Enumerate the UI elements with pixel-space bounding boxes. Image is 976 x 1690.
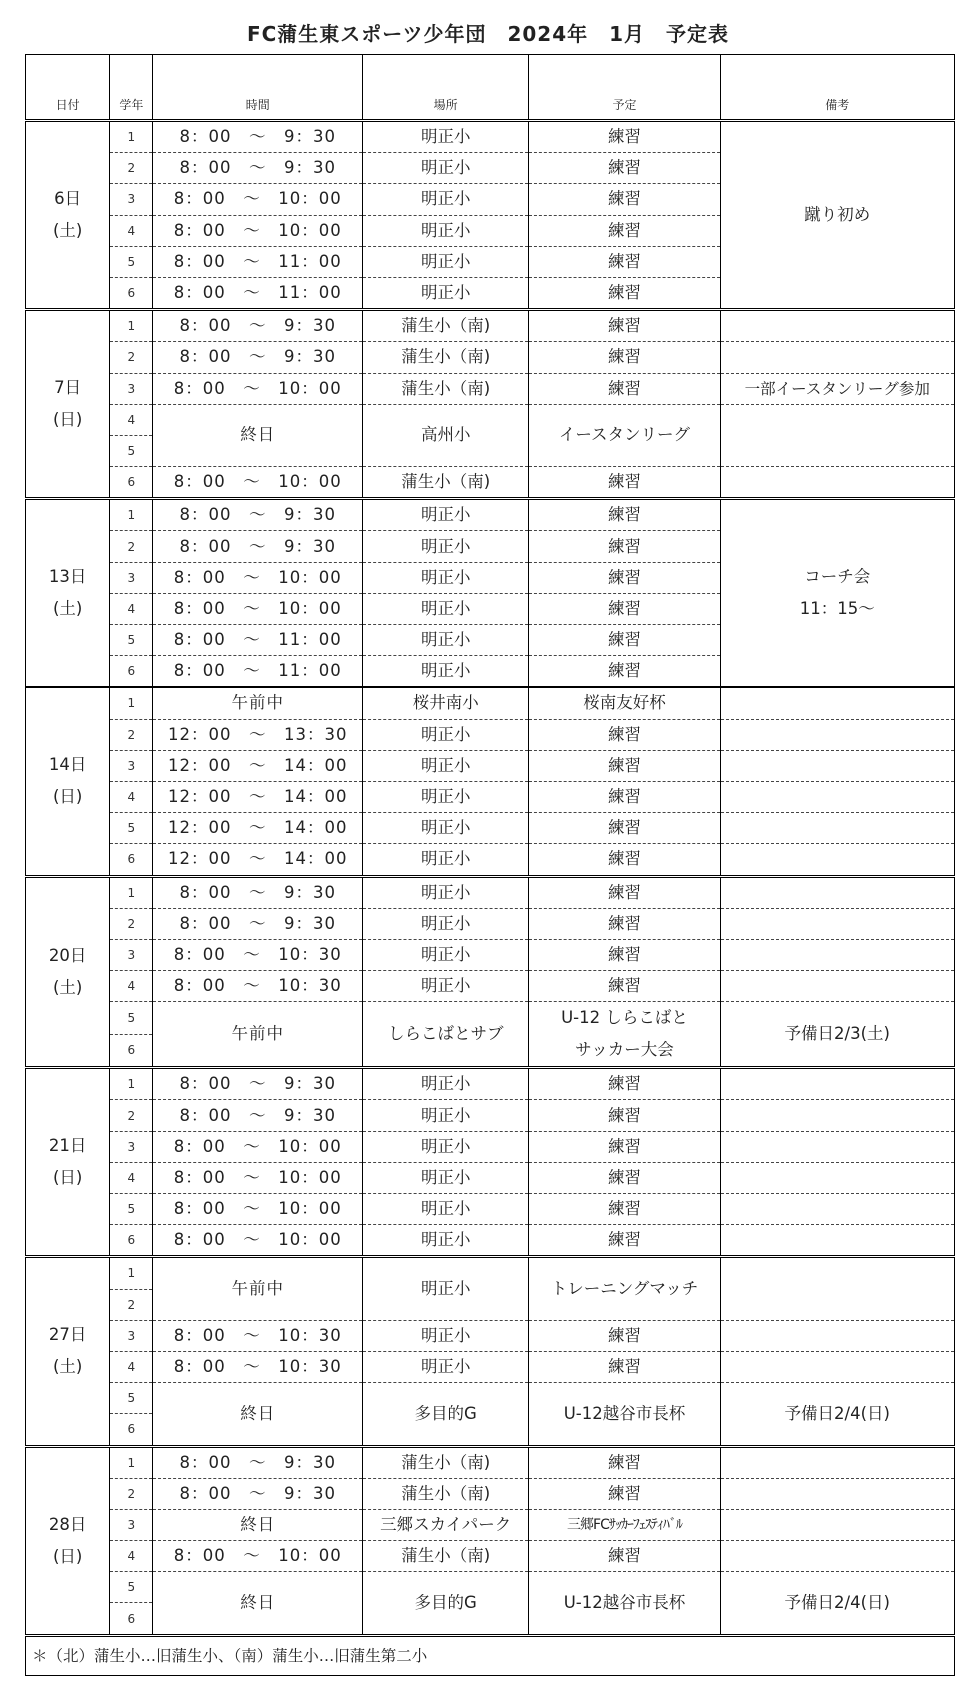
table-row [26, 1068, 955, 1100]
schedule-cell: 練習 [529, 342, 720, 373]
place-cell: 明正小 [363, 625, 529, 656]
weekday-label: (土) [52, 977, 83, 997]
time-cell: 8：00 ～ 11：00 [153, 277, 363, 309]
grade-cell: 6 [110, 277, 153, 309]
time-cell: 8：00 ～ 9：30 [153, 1100, 363, 1131]
grade-cell: 1 [110, 1446, 153, 1478]
grade-cell: 3 [110, 562, 153, 593]
grade-cell: 4 [110, 971, 153, 1002]
time-cell: 8：00 ～ 9：30 [153, 342, 363, 373]
table-row [26, 971, 955, 1002]
place-cell: 蒲生小（南) [363, 1446, 529, 1478]
table-row [26, 1351, 955, 1382]
schedule-cell: 練習 [529, 310, 720, 342]
note-cell: 予備日2/4(日) [720, 1572, 954, 1635]
table-row [26, 1002, 955, 1034]
date-cell [26, 1068, 110, 1257]
table-row [26, 1509, 955, 1540]
note-cell [720, 813, 954, 844]
date-label: 27日 [48, 1325, 87, 1345]
note-cell [720, 467, 954, 499]
table-row [26, 342, 955, 373]
schedule-cell: 練習 [529, 1068, 720, 1100]
table-row [26, 939, 955, 970]
place-cell: 明正小 [363, 939, 529, 970]
header-date: 日付 [26, 55, 110, 121]
time-cell: 8：00 ～ 10：00 [153, 1131, 363, 1162]
schedule-cell: 練習 [529, 625, 720, 656]
table-row [26, 310, 955, 342]
table-row [26, 499, 955, 531]
schedule-cell: 練習 [529, 844, 720, 876]
note-cell [720, 1100, 954, 1131]
place-cell: 蒲生小（南) [363, 1541, 529, 1572]
date-cell [26, 1446, 110, 1635]
time-cell: 8：00 ～ 10：00 [153, 215, 363, 246]
time-cell: 終日 [153, 1572, 363, 1635]
grade-cell: 6 [110, 1034, 153, 1068]
schedule-cell: 練習 [529, 184, 720, 215]
grade-cell: 2 [110, 1100, 153, 1131]
time-cell: 8：00 ～ 10：30 [153, 1320, 363, 1351]
note-cell [720, 1509, 954, 1540]
time-cell: 8：00 ～ 11：00 [153, 656, 363, 688]
time-cell: 8：00 ～ 9：30 [153, 908, 363, 939]
date-label: 28日 [48, 1514, 87, 1534]
schedule-cell: 練習 [529, 1162, 720, 1193]
table-row [26, 1541, 955, 1572]
table-row [26, 1194, 955, 1225]
grade-cell: 6 [110, 1414, 153, 1446]
table-row [26, 908, 955, 939]
schedule-cell: U-12越谷市長杯 [529, 1383, 720, 1446]
note-cell [720, 1131, 954, 1162]
footer-row [26, 1635, 955, 1675]
time-cell: 8：00 ～ 10：30 [153, 939, 363, 970]
schedule-cell: 練習 [529, 876, 720, 908]
grade-cell: 4 [110, 215, 153, 246]
table-row [26, 1162, 955, 1193]
header-schedule: 予定 [529, 55, 720, 121]
schedule-table [25, 54, 955, 1676]
time-cell: 12：00 ～ 14：00 [153, 844, 363, 876]
schedule-cell: 練習 [529, 277, 720, 309]
grade-cell: 1 [110, 1068, 153, 1100]
grade-cell: 2 [110, 1478, 153, 1509]
weekday-label: (土) [52, 1357, 83, 1377]
table-row [26, 1131, 955, 1162]
page-title: FC蒲生東スポーツ少年団 2024年 1月 予定表 [246, 22, 730, 46]
date-label: 20日 [48, 945, 87, 965]
schedule-cell: 練習 [529, 153, 720, 184]
place-cell: 明正小 [363, 1351, 529, 1382]
table-row [26, 1446, 955, 1478]
place-cell: 蒲生小（南) [363, 1478, 529, 1509]
note-cell [720, 971, 954, 1002]
time-cell: 8：00 ～ 9：30 [153, 1478, 363, 1509]
note-cell [720, 404, 954, 466]
grade-cell: 3 [110, 750, 153, 781]
date-cell [26, 121, 110, 310]
time-cell: 8：00 ～ 10：00 [153, 1162, 363, 1193]
place-cell: 蒲生小（南) [363, 467, 529, 499]
place-cell: 明正小 [363, 1320, 529, 1351]
time-cell: 8：00 ～ 10：00 [153, 467, 363, 499]
grade-cell: 1 [110, 687, 153, 719]
place-cell: 明正小 [363, 1225, 529, 1257]
time-cell: 8：00 ～ 10：30 [153, 1351, 363, 1382]
grade-cell: 6 [110, 656, 153, 688]
note-line: 11：15～ [799, 599, 875, 619]
schedule-cell: 練習 [529, 246, 720, 277]
time-cell: 8：00 ～ 9：30 [153, 1068, 363, 1100]
schedule-cell: 練習 [529, 1541, 720, 1572]
grade-cell: 6 [110, 844, 153, 876]
time-cell: 終日 [153, 1509, 363, 1540]
note-cell [720, 908, 954, 939]
date-cell [26, 310, 110, 499]
place-cell: 明正小 [363, 971, 529, 1002]
table-row [26, 121, 955, 153]
note-cell [720, 1478, 954, 1509]
table-row [26, 1383, 955, 1414]
footer-note: ＊（北）蒲生小…旧蒲生小、（南）蒲生小…旧蒲生第二小 [26, 1635, 955, 1675]
grade-cell: 4 [110, 1541, 153, 1572]
grade-cell: 5 [110, 1002, 153, 1034]
time-cell: 8：00 ～ 10：00 [153, 593, 363, 624]
table-row [26, 1572, 955, 1603]
grade-cell: 5 [110, 246, 153, 277]
schedule-cell: 三郷FCｻｯｶｰﾌｪｽﾃｨﾊﾞﾙ [529, 1509, 720, 1540]
note-cell: 蹴り初め [720, 121, 954, 310]
time-cell: 8：00 ～ 10：00 [153, 562, 363, 593]
time-cell: 8：00 ～ 10：00 [153, 1194, 363, 1225]
note-cell [720, 1541, 954, 1572]
note-cell [720, 1194, 954, 1225]
grade-cell: 2 [110, 719, 153, 750]
place-cell: 多目的G [363, 1383, 529, 1446]
note-cell [720, 310, 954, 342]
schedule-line: U-12 しらこばと [561, 1008, 688, 1028]
grade-cell: 3 [110, 939, 153, 970]
grade-cell: 5 [110, 813, 153, 844]
place-cell: 明正小 [363, 121, 529, 153]
table-row [26, 687, 955, 719]
schedule-cell: 練習 [529, 467, 720, 499]
grade-cell: 4 [110, 1162, 153, 1193]
place-cell: 明正小 [363, 593, 529, 624]
header-grade: 学年 [110, 55, 153, 121]
weekday-label: (日) [52, 787, 83, 807]
date-label: 6日 [54, 189, 82, 209]
place-cell: 明正小 [363, 719, 529, 750]
time-cell: 8：00 ～ 10：00 [153, 1225, 363, 1257]
weekday-label: (日) [52, 1168, 83, 1188]
schedule-cell: 練習 [529, 531, 720, 562]
table-row [26, 876, 955, 908]
grade-cell: 5 [110, 1194, 153, 1225]
weekday-label: (土) [52, 599, 83, 619]
grade-cell: 6 [110, 1225, 153, 1257]
schedule-cell: 練習 [529, 1225, 720, 1257]
time-cell: 8：00 ～ 10：00 [153, 184, 363, 215]
schedule-cell: 練習 [529, 939, 720, 970]
time-cell: 午前中 [153, 1257, 363, 1320]
time-cell: 終日 [153, 404, 363, 466]
grade-cell: 1 [110, 1257, 153, 1289]
time-cell: 8：00 ～ 10：00 [153, 373, 363, 404]
grade-cell: 4 [110, 593, 153, 624]
grade-cell: 2 [110, 531, 153, 562]
place-cell: 明正小 [363, 1257, 529, 1320]
grade-cell: 6 [110, 467, 153, 499]
note-cell [720, 876, 954, 908]
table-row [26, 844, 955, 876]
table-row [26, 1478, 955, 1509]
place-cell: 明正小 [363, 750, 529, 781]
time-cell: 8：00 ～ 9：30 [153, 121, 363, 153]
table-row [26, 750, 955, 781]
note-cell [720, 1257, 954, 1320]
place-cell: 明正小 [363, 215, 529, 246]
place-cell: 明正小 [363, 656, 529, 688]
time-cell: 8：00 ～ 9：30 [153, 153, 363, 184]
place-cell: 蒲生小（南) [363, 310, 529, 342]
note-cell: 一部イースタンリーグ参加 [720, 373, 954, 404]
schedule-cell: 桜南友好杯 [529, 687, 720, 719]
time-cell: 8：00 ～ 10：30 [153, 971, 363, 1002]
table-row [26, 813, 955, 844]
grade-cell: 1 [110, 499, 153, 531]
grade-cell: 5 [110, 625, 153, 656]
note-cell [720, 1351, 954, 1382]
time-cell: 午前中 [153, 1002, 363, 1068]
table-row [26, 404, 955, 435]
date-label: 7日 [54, 378, 82, 398]
grade-cell: 3 [110, 1131, 153, 1162]
place-cell: 明正小 [363, 876, 529, 908]
time-cell: 8：00 ～ 9：30 [153, 531, 363, 562]
schedule-cell: 練習 [529, 1320, 720, 1351]
schedule-line: サッカー大会 [575, 1040, 674, 1060]
note-cell: 予備日2/3(土) [720, 1002, 954, 1068]
date-cell [26, 1257, 110, 1446]
time-cell: 8：00 ～ 11：00 [153, 246, 363, 277]
table-row [26, 1100, 955, 1131]
note-cell [720, 1068, 954, 1100]
date-label: 13日 [48, 567, 87, 587]
table-row [26, 373, 955, 404]
grade-cell: 3 [110, 1509, 153, 1540]
place-cell: 明正小 [363, 531, 529, 562]
time-cell: 8：00 ～ 9：30 [153, 876, 363, 908]
place-cell: 明正小 [363, 277, 529, 309]
time-cell: 終日 [153, 1383, 363, 1446]
weekday-label: (日) [52, 1546, 83, 1566]
time-cell: 12：00 ～ 14：00 [153, 781, 363, 812]
grade-cell: 2 [110, 1289, 153, 1320]
schedule-cell [529, 1002, 720, 1068]
date-cell [26, 687, 110, 876]
place-cell: 明正小 [363, 1100, 529, 1131]
date-label: 21日 [48, 1136, 87, 1156]
place-cell: 三郷スカイパーク [363, 1509, 529, 1540]
place-cell: 明正小 [363, 562, 529, 593]
note-cell [720, 719, 954, 750]
schedule-cell: 練習 [529, 656, 720, 688]
place-cell: 明正小 [363, 1131, 529, 1162]
grade-cell: 5 [110, 1572, 153, 1603]
header-place: 場所 [363, 55, 529, 121]
place-cell: 明正小 [363, 246, 529, 277]
schedule-cell: 練習 [529, 562, 720, 593]
schedule-cell: 練習 [529, 1100, 720, 1131]
schedule-cell: 練習 [529, 1351, 720, 1382]
place-cell: 明正小 [363, 1068, 529, 1100]
place-cell: 明正小 [363, 813, 529, 844]
schedule-cell: 練習 [529, 593, 720, 624]
grade-cell: 4 [110, 781, 153, 812]
note-cell [720, 1320, 954, 1351]
place-cell: 蒲生小（南) [363, 373, 529, 404]
note-cell [720, 1162, 954, 1193]
grade-cell: 5 [110, 435, 153, 466]
place-cell: 明正小 [363, 1162, 529, 1193]
place-cell: 明正小 [363, 184, 529, 215]
note-cell [720, 750, 954, 781]
time-cell: 12：00 ～ 14：00 [153, 750, 363, 781]
schedule-cell: 練習 [529, 121, 720, 153]
grade-cell: 6 [110, 1603, 153, 1635]
note-cell: 予備日2/4(日) [720, 1383, 954, 1446]
time-cell: 8：00 ～ 9：30 [153, 499, 363, 531]
place-cell: 明正小 [363, 844, 529, 876]
grade-cell: 2 [110, 153, 153, 184]
place-cell: 明正小 [363, 153, 529, 184]
schedule-cell: 練習 [529, 813, 720, 844]
note-cell [720, 499, 954, 688]
note-cell [720, 939, 954, 970]
schedule-cell: 練習 [529, 499, 720, 531]
schedule-cell: 練習 [529, 750, 720, 781]
place-cell: 多目的G [363, 1572, 529, 1635]
time-cell: 12：00 ～ 13：30 [153, 719, 363, 750]
schedule-cell: 練習 [529, 1478, 720, 1509]
place-cell: 高州小 [363, 404, 529, 466]
schedule-cell: U-12越谷市長杯 [529, 1572, 720, 1635]
time-cell: 8：00 ～ 10：00 [153, 1541, 363, 1572]
schedule-cell: 練習 [529, 719, 720, 750]
place-cell: 桜井南小 [363, 687, 529, 719]
table-row [26, 1320, 955, 1351]
header-row [26, 55, 955, 121]
time-cell: 8：00 ～ 9：30 [153, 1446, 363, 1478]
grade-cell: 1 [110, 310, 153, 342]
header-time: 時間 [153, 55, 363, 121]
schedule-cell: イースタンリーグ [529, 404, 720, 466]
date-cell [26, 876, 110, 1068]
table-row [26, 781, 955, 812]
place-cell: 明正小 [363, 1194, 529, 1225]
place-cell: 明正小 [363, 499, 529, 531]
date-label: 14日 [48, 755, 87, 775]
note-cell [720, 342, 954, 373]
schedule-cell: 練習 [529, 1446, 720, 1478]
schedule-cell: 練習 [529, 971, 720, 1002]
note-line: コーチ会 [804, 567, 871, 587]
grade-cell: 3 [110, 1320, 153, 1351]
table-row [26, 719, 955, 750]
time-cell: 12：00 ～ 14：00 [153, 813, 363, 844]
schedule-cell: 練習 [529, 373, 720, 404]
weekday-label: (土) [52, 221, 83, 241]
place-cell: 明正小 [363, 908, 529, 939]
grade-cell: 2 [110, 342, 153, 373]
schedule-cell: 練習 [529, 781, 720, 812]
note-cell [720, 781, 954, 812]
schedule-cell: 練習 [529, 1194, 720, 1225]
grade-cell: 4 [110, 404, 153, 435]
schedule-cell: トレーニングマッチ [529, 1257, 720, 1320]
schedule-cell: 練習 [529, 215, 720, 246]
table-row [26, 467, 955, 499]
table-row [26, 1257, 955, 1289]
note-cell [720, 1446, 954, 1478]
grade-cell: 3 [110, 373, 153, 404]
header-notes: 備考 [720, 55, 954, 121]
schedule-cell: 練習 [529, 1131, 720, 1162]
grade-cell: 1 [110, 876, 153, 908]
schedule-cell: 練習 [529, 908, 720, 939]
note-cell [720, 844, 954, 876]
table-row [26, 1225, 955, 1257]
time-cell: 8：00 ～ 9：30 [153, 310, 363, 342]
grade-cell: 3 [110, 184, 153, 215]
grade-cell: 1 [110, 121, 153, 153]
weekday-label: (日) [52, 410, 83, 430]
time-cell: 8：00 ～ 11：00 [153, 625, 363, 656]
time-cell: 午前中 [153, 687, 363, 719]
note-cell [720, 687, 954, 719]
note-cell [720, 1225, 954, 1257]
place-cell: しらこばとサブ [363, 1002, 529, 1068]
grade-cell: 5 [110, 1383, 153, 1414]
place-cell: 明正小 [363, 781, 529, 812]
grade-cell: 2 [110, 908, 153, 939]
date-cell [26, 499, 110, 688]
place-cell: 蒲生小（南) [363, 342, 529, 373]
grade-cell: 4 [110, 1351, 153, 1382]
